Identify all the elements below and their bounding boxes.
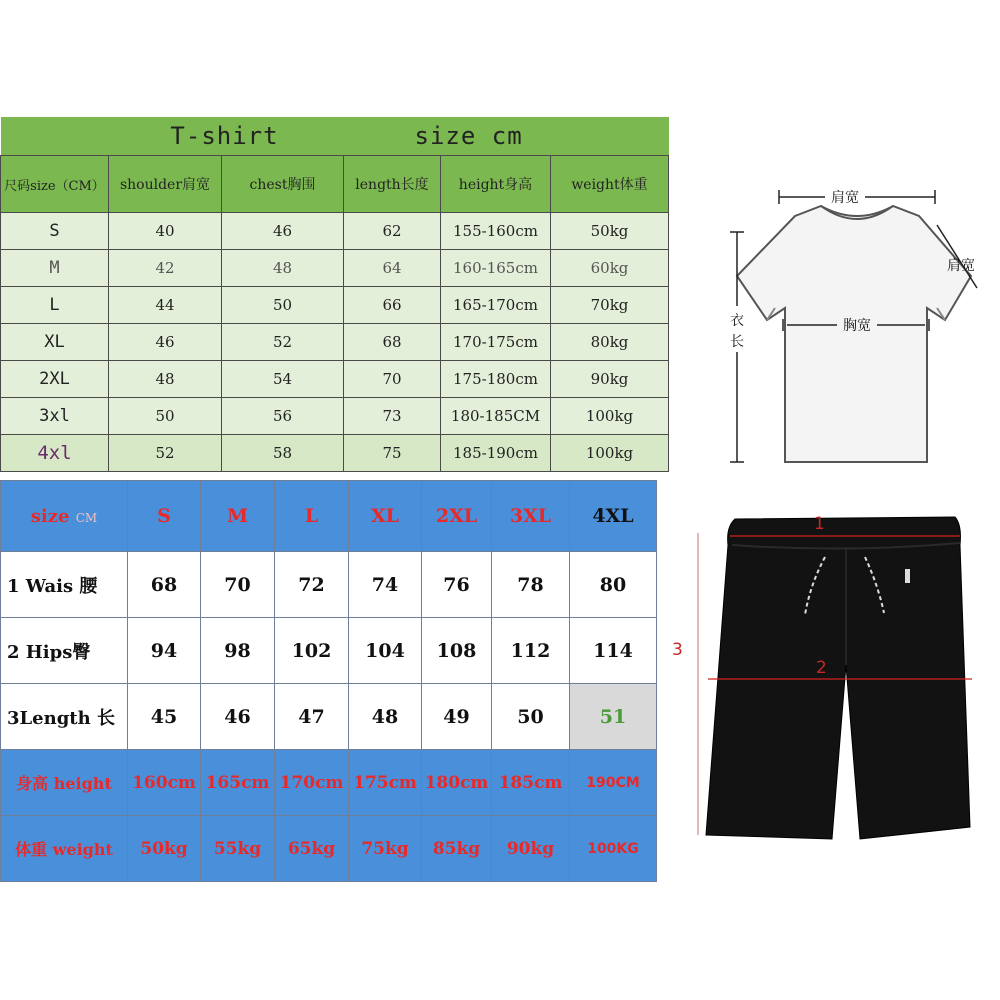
shorts-cell: 98 bbox=[201, 618, 275, 684]
tshirt-cell: 56 bbox=[222, 398, 344, 435]
shorts-cell: 80 bbox=[570, 552, 657, 618]
shorts-cell: 114 bbox=[570, 618, 657, 684]
shorts-cell: 190CM bbox=[570, 750, 657, 816]
tshirt-cell: 42 bbox=[109, 250, 222, 287]
shorts-row-length bbox=[1, 684, 657, 750]
shorts-row-waist bbox=[1, 552, 657, 618]
tshirt-cell: 64 bbox=[344, 250, 441, 287]
shorts-row-hips bbox=[1, 618, 657, 684]
tshirt-row bbox=[1, 250, 669, 287]
shorts-row-weight bbox=[1, 816, 657, 882]
shorts-row-label: 3Length 长 bbox=[1, 684, 128, 750]
tshirt-cell: 50kg bbox=[551, 213, 669, 250]
tshirt-header-length: length长度 bbox=[344, 156, 441, 213]
shorts-cell: 104 bbox=[349, 618, 422, 684]
tshirt-cell: 160-165cm bbox=[441, 250, 551, 287]
shorts-cell: 180cm bbox=[422, 750, 492, 816]
shorts-cell: 47 bbox=[275, 684, 349, 750]
tshirt-cell: 50 bbox=[109, 398, 222, 435]
shorts-row-height bbox=[1, 750, 657, 816]
tshirt-cell: 185-190cm bbox=[441, 435, 551, 472]
tshirt-row bbox=[1, 398, 669, 435]
shorts-marker-2: 2 bbox=[816, 658, 827, 678]
tshirt-cell: 170-175cm bbox=[441, 324, 551, 361]
tshirt-cell: 44 bbox=[109, 287, 222, 324]
tshirt-cell: 75 bbox=[344, 435, 441, 472]
tshirt-cell: 46 bbox=[109, 324, 222, 361]
shorts-cell: 165cm bbox=[201, 750, 275, 816]
tshirt-row bbox=[1, 287, 669, 324]
tshirt-cell: 100kg bbox=[551, 398, 669, 435]
shorts-size-header: M bbox=[201, 481, 275, 552]
shorts-cell: 75kg bbox=[349, 816, 422, 882]
tshirt-cell: 48 bbox=[109, 361, 222, 398]
tshirt-cell: 90kg bbox=[551, 361, 669, 398]
tshirt-row bbox=[1, 435, 669, 472]
shorts-cell: 50 bbox=[492, 684, 570, 750]
shorts-size-header: 2XL bbox=[422, 481, 492, 552]
tshirt-cell: 52 bbox=[222, 324, 344, 361]
shorts-cell: 72 bbox=[275, 552, 349, 618]
shorts-diagram bbox=[660, 505, 995, 850]
tshirt-header-chest: chest胸围 bbox=[222, 156, 344, 213]
tshirt-row bbox=[1, 324, 669, 361]
tshirt-cell: 40 bbox=[109, 213, 222, 250]
shorts-cell: 48 bbox=[349, 684, 422, 750]
shorts-cell: 108 bbox=[422, 618, 492, 684]
tshirt-cell: 54 bbox=[222, 361, 344, 398]
tshirt-cell: 58 bbox=[222, 435, 344, 472]
shorts-cell: 51 bbox=[570, 684, 657, 750]
shorts-size-header: S bbox=[128, 481, 201, 552]
tshirt-cell: 62 bbox=[344, 213, 441, 250]
shorts-row-label: 2 Hips臀 bbox=[1, 618, 128, 684]
shorts-cell: 160cm bbox=[128, 750, 201, 816]
shorts-cell: 102 bbox=[275, 618, 349, 684]
shorts-header-row bbox=[1, 481, 657, 552]
shorts-size-header: 3XL bbox=[492, 481, 570, 552]
shorts-marker-3: 3 bbox=[672, 640, 683, 660]
shorts-row-label: 体重 weight bbox=[1, 816, 128, 882]
tshirt-cell: 2XL bbox=[1, 361, 109, 398]
tshirt-cell: 80kg bbox=[551, 324, 669, 361]
shorts-cell: 65kg bbox=[275, 816, 349, 882]
tshirt-cell: 60kg bbox=[551, 250, 669, 287]
tshirt-cell: 68 bbox=[344, 324, 441, 361]
tshirt-header-size: 尺码size（CM） bbox=[1, 156, 109, 213]
tshirt-cell: XL bbox=[1, 324, 109, 361]
tshirt-cell: 52 bbox=[109, 435, 222, 472]
shorts-cell: 78 bbox=[492, 552, 570, 618]
shorts-cell: 55kg bbox=[201, 816, 275, 882]
chest-label: 胸宽 bbox=[843, 318, 871, 334]
tshirt-cell: S bbox=[1, 213, 109, 250]
shorts-cell: 46 bbox=[201, 684, 275, 750]
length-label-1: 衣 bbox=[730, 313, 744, 329]
tshirt-header-shoulder: shoulder肩宽 bbox=[109, 156, 222, 213]
shorts-size-header: L bbox=[275, 481, 349, 552]
tshirt-size-table bbox=[0, 117, 669, 472]
tshirt-header-weight: weight体重 bbox=[551, 156, 669, 213]
tshirt-title bbox=[1, 117, 669, 156]
tshirt-cell: 180-185CM bbox=[441, 398, 551, 435]
shorts-cell: 185cm bbox=[492, 750, 570, 816]
tshirt-cell: 3xl bbox=[1, 398, 109, 435]
tshirt-title-row bbox=[1, 117, 669, 156]
tshirt-header-row bbox=[1, 156, 669, 213]
shorts-cell: 112 bbox=[492, 618, 570, 684]
shorts-header-unit: CM bbox=[75, 510, 98, 525]
tshirt-cell: 46 bbox=[222, 213, 344, 250]
shorts-header-size bbox=[1, 481, 128, 552]
tshirt-cell: 66 bbox=[344, 287, 441, 324]
tshirt-cell: 165-170cm bbox=[441, 287, 551, 324]
tshirt-cell: 175-180cm bbox=[441, 361, 551, 398]
shorts-cell: 76 bbox=[422, 552, 492, 618]
shorts-size-table bbox=[0, 480, 657, 882]
tshirt-cell: 73 bbox=[344, 398, 441, 435]
shorts-cell: 45 bbox=[128, 684, 201, 750]
shorts-cell: 50kg bbox=[128, 816, 201, 882]
shorts-cell: 90kg bbox=[492, 816, 570, 882]
tshirt-cell: 155-160cm bbox=[441, 213, 551, 250]
tshirt-cell: 4xl bbox=[1, 435, 109, 472]
tshirt-title-right: size cm bbox=[414, 122, 523, 150]
shorts-cell: 175cm bbox=[349, 750, 422, 816]
shorts-row-label: 1 Wais 腰 bbox=[1, 552, 128, 618]
shorts-marker-1: 1 bbox=[814, 514, 825, 534]
tshirt-cell: M bbox=[1, 250, 109, 287]
tshirt-title-left: T-shirt bbox=[170, 122, 279, 150]
shorts-cell: 68 bbox=[128, 552, 201, 618]
sleeve-label: 肩宽 bbox=[947, 258, 975, 274]
tshirt-cell: 70 bbox=[344, 361, 441, 398]
tshirt-row bbox=[1, 213, 669, 250]
shorts-cell: 74 bbox=[349, 552, 422, 618]
tshirt-cell: 100kg bbox=[551, 435, 669, 472]
shorts-cell: 170cm bbox=[275, 750, 349, 816]
length-label-2: 长 bbox=[730, 334, 744, 350]
tshirt-row bbox=[1, 361, 669, 398]
shorts-row-label: 身高 height bbox=[1, 750, 128, 816]
tshirt-cell: 48 bbox=[222, 250, 344, 287]
tshirt-cell: 70kg bbox=[551, 287, 669, 324]
shorts-size-header: XL bbox=[349, 481, 422, 552]
tshirt-header-height: height身高 bbox=[441, 156, 551, 213]
shorts-header-label: size bbox=[30, 505, 70, 527]
shorts-cell: 49 bbox=[422, 684, 492, 750]
shoulder-label: 肩宽 bbox=[831, 190, 859, 206]
tshirt-diagram bbox=[715, 180, 985, 480]
shorts-cell: 100KG bbox=[570, 816, 657, 882]
tshirt-cell: L bbox=[1, 287, 109, 324]
shorts-cell: 70 bbox=[201, 552, 275, 618]
shorts-size-header: 4XL bbox=[570, 481, 657, 552]
shorts-outline bbox=[706, 517, 970, 839]
tshirt-cell: 50 bbox=[222, 287, 344, 324]
shorts-cell: 94 bbox=[128, 618, 201, 684]
shorts-cell: 85kg bbox=[422, 816, 492, 882]
